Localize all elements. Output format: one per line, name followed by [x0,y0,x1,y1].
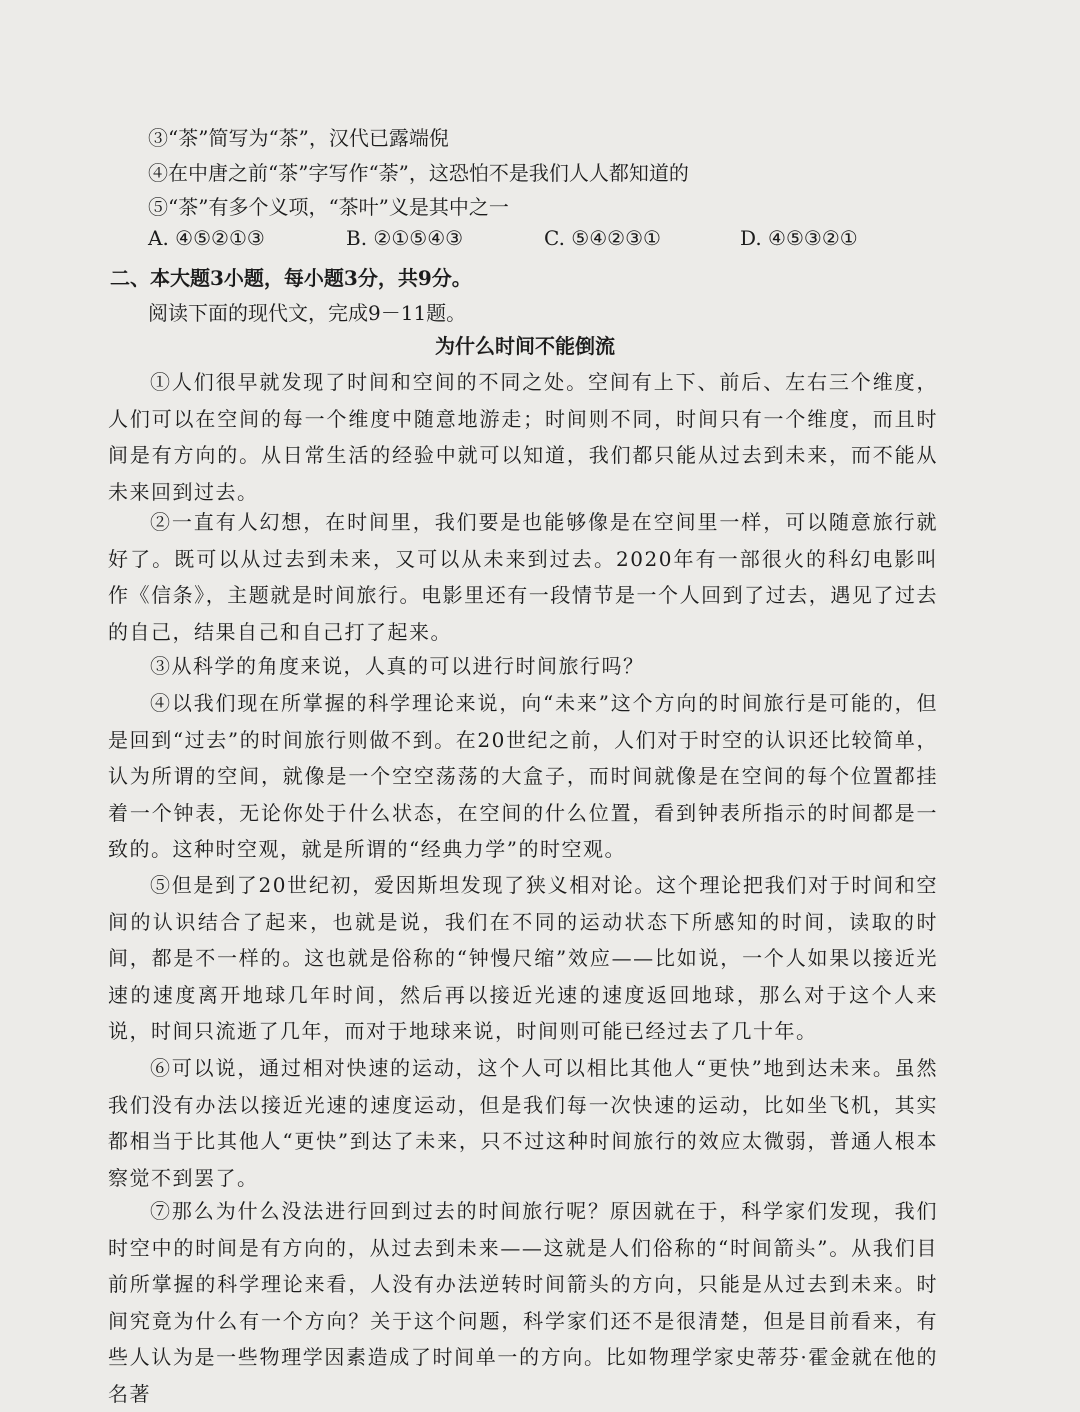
paragraph-3: ③从科学的角度来说，人真的可以进行时间旅行吗？ [150,654,645,678]
reading-instruction: 阅读下面的现代文，完成9－11题。 [148,301,467,325]
paragraph-2: ②一直有人幻想，在时间里，我们要是也能够像是在空间里一样，可以随意旅行就好了。既可以从过去到未来，又可以从未来到过去。2020年有一部很火的科幻电影叫作《信条》，主题就是时间旅行。电影里还有一段情节是一个人回到了过去，遇见了过去的自己，结果自己和自己打了起来。 [108,510,938,644]
choice-a: A. ④⑤②①③ [148,226,265,250]
choice-d: D. ④⑤③②① [740,226,858,250]
choice-c: C. ⑤④②③① [544,226,661,250]
option-5: ⑤“茶”有多个义项，“茶叶”义是其中之一 [148,195,509,219]
choice-b: B. ②①⑤④③ [346,226,464,250]
option-4: ④在中唐之前“茶”字写作“荼”，这恐怕不是我们人人都知道的 [148,161,689,185]
paragraph-1: ①人们很早就发现了时间和空间的不同之处。空间有上下、前后、左右三个维度，人们可以在空间的每一个维度中随意地游走；时间则不同，时间只有一个维度，而且时间是有方向的。从日常生活的经验中就可以知道，我们都只能从过去到未来，而不能从未来回到过去。 [108,370,938,504]
option-3: ③“茶”简写为“茶”，汉代已露端倪 [148,126,449,150]
article-title: 为什么时间不能倒流 [435,334,615,358]
paragraph-5: ⑤但是到了20世纪初，爱因斯坦发现了狭义相对论。这个理论把我们对于时间和空间的认识结合了起来，也就是说，我们在不同的运动状态下所感知的时间，读取的时间，都是不一样的。这也就是俗称的“钟慢尺缩”效应——比如说，一个人如果以接近光速的速度离开地球几年时间，然后再以接近光速的速度返回地球，那么对于这个人来说，时间只流逝了几年，而对于地球来说，时间则可能已经过去了几十年。 [108,873,938,1043]
paragraph-7: ⑦那么为什么没法进行回到过去的时间旅行呢？原因就在于，科学家们发现，我们时空中的时间是有方向的，从过去到未来——这就是人们俗称的“时间箭头”。从我们目前所掌握的科学理论来看，人没有办法逆转时间箭头的方向，只能是从过去到未来。时间究竟为什么有一个方向？关于这个问题，科学家们还不是很清楚，但是目前看来，有些人认为是一些物理学因素造成了时间单一的方向。比如物理学家史蒂芬·霍金就在他的名著 [108,1199,938,1406]
section-heading: 二、本大题3小题，每小题3分，共9分。 [110,266,472,290]
paragraph-6: ⑥可以说，通过相对快速的运动，这个人可以相比其他人“更快”地到达未来。虽然我们没有办法以接近光速的速度运动，但是我们每一次快速的运动，比如坐飞机，其实都相当于比其他人“更快”到达了未来，只不过这种时间旅行的效应太微弱，普通人根本察觉不到罢了。 [108,1056,938,1190]
answer-choices [148,226,908,260]
paragraph-4: ④以我们现在所掌握的科学理论来说，向“未来”这个方向的时间旅行是可能的，但是回到“过去”的时间旅行则做不到。在20世纪之前，人们对于时空的认识还比较简单，认为所谓的空间，就像是一个空空荡荡的大盒子，而时间就像是在空间的每个位置都挂着一个钟表，无论你处于什么状态，在空间的什么位置，看到钟表所指示的时间都是一致的。这种时空观，就是所谓的“经典力学”的时空观。 [108,691,938,861]
